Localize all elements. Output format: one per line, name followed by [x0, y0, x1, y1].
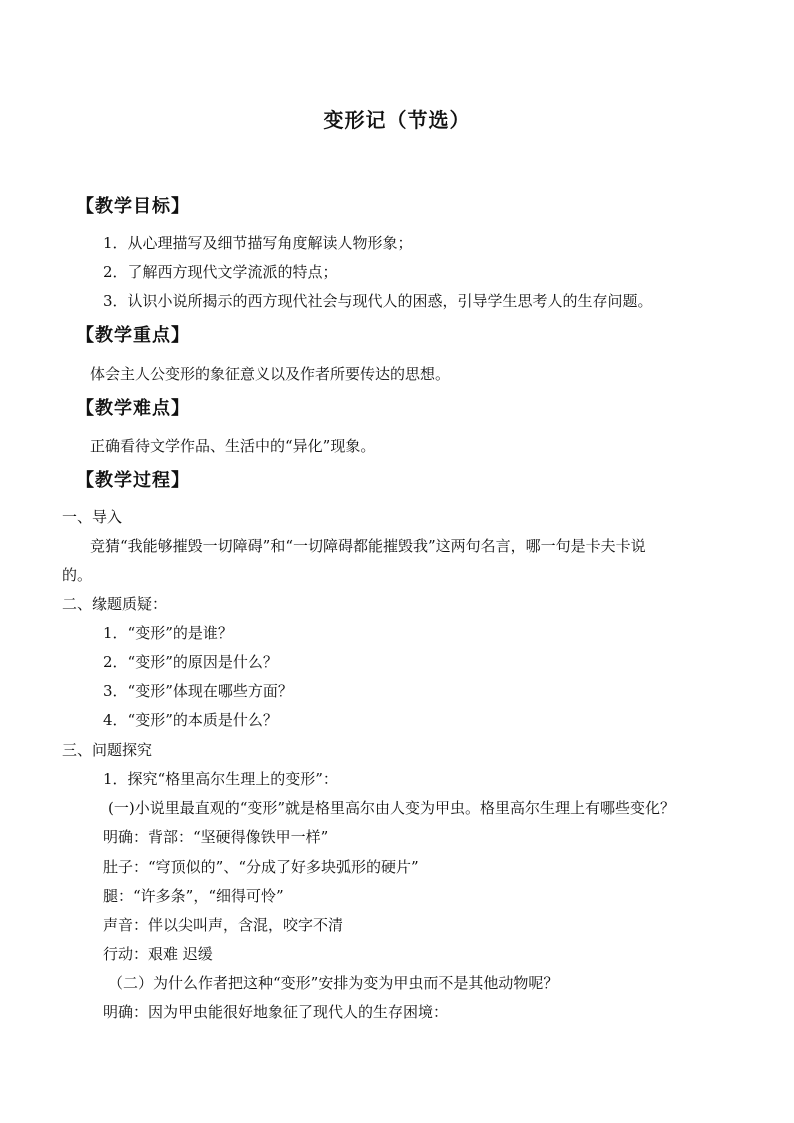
heading-difficulties: 【教学难点】 [76, 398, 190, 419]
answer-line-3: 腿：“许多条”，“细得可怜” [103, 887, 284, 905]
explore-question-2: （二）为什么作者把这种“变形”安排为变为甲虫而不是其他动物呢？ [108, 974, 559, 992]
answer-line-5: 行动：艰难 迟缓 [103, 945, 213, 963]
intro-text-line-1: 竞猜“我能够摧毁一切障碍”和“一切障碍都能摧毁我”这两句名言，哪一句是卡夫卡说 [90, 537, 646, 555]
explore-subheading-1: 1．探究“格里高尔生理上的变形”： [103, 770, 338, 788]
question-item-3: 3．“变形”体现在哪些方面？ [103, 682, 293, 700]
section-explore-title: 三、问题探究 [62, 741, 153, 759]
goal-item-1: 1．从心理描写及细节描写角度解读人物形象； [103, 234, 413, 252]
question-item-1: 1．“变形”的是谁？ [103, 624, 233, 642]
heading-process: 【教学过程】 [76, 470, 190, 491]
heading-key-points: 【教学重点】 [76, 325, 190, 346]
section-intro-title: 一、导入 [62, 508, 123, 526]
answer-line-2: 肚子：“穹顶似的”、“分成了好多块弧形的硬片” [103, 858, 419, 876]
section-questions-title: 二、缘题质疑： [62, 595, 168, 613]
question-item-2: 2．“变形”的原因是什么？ [103, 653, 278, 671]
key-points-text: 体会主人公变形的象征意义以及作者所要传达的思想。 [90, 365, 451, 383]
goal-item-3: 3．认识小说所揭示的西方现代社会与现代人的困惑，引导学生思考人的生存问题。 [103, 292, 653, 310]
explore-answer-2: 明确：因为甲虫能很好地象征了现代人的生存困境： [103, 1003, 449, 1021]
goal-item-2: 2．了解西方现代文学流派的特点； [103, 263, 338, 281]
answer-line-4: 声音：伴以尖叫声，含混，咬字不清 [103, 916, 344, 934]
document-title: 变形记（节选） [323, 108, 471, 132]
heading-goals: 【教学目标】 [76, 196, 190, 217]
answer-line-1: 明确：背部：“坚硬得像铁甲一样” [103, 828, 329, 846]
question-item-4: 4．“变形”的本质是什么？ [103, 711, 278, 729]
explore-question-1: (一)小说里最直观的“变形”就是格里高尔由人变为甲虫。格里高尔生理上有哪些变化？ [108, 799, 676, 817]
intro-text-line-2: 的。 [62, 566, 93, 584]
difficulties-text: 正确看待文学作品、生活中的“异化”现象。 [90, 437, 376, 455]
